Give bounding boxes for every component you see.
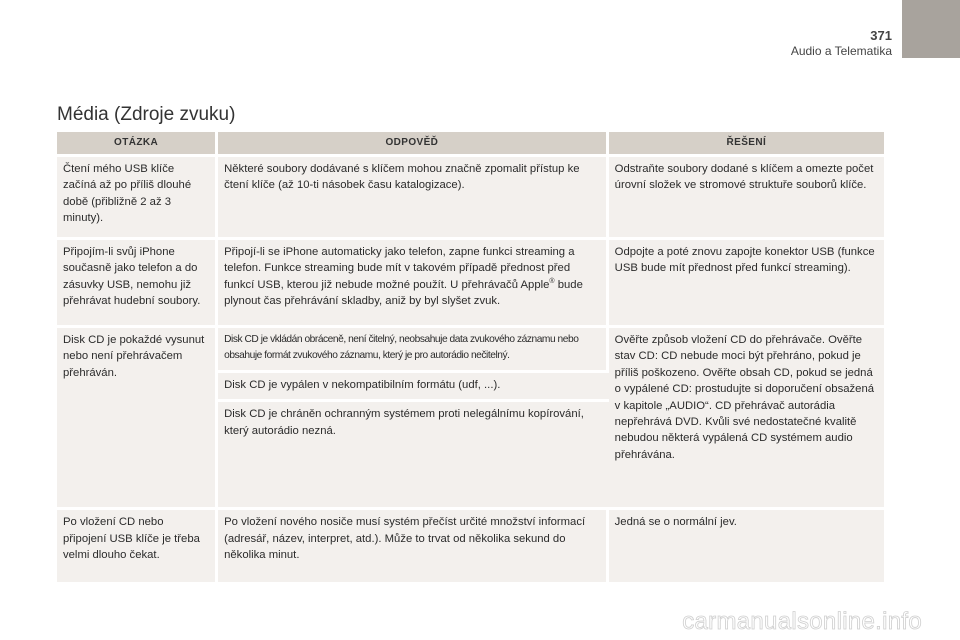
table-row bbox=[57, 507, 884, 582]
watermark: carmanualsonline.info bbox=[682, 608, 922, 635]
question-cell: Čtení mého USB klíče začíná až po příliš dlouhé době (přibližně 2 až 3 minuty). bbox=[57, 154, 218, 237]
answer-cell: Disk CD je vypálen v nekompatibilním formátu (udf, ...). bbox=[218, 370, 609, 399]
answer-cell: Disk CD je vkládán obráceně, není čitelný, neobsahuje data zvukového záznamu nebo obsahuje formát zvukového záznamu, který je pro autorádio nečitelný. bbox=[218, 325, 609, 370]
table-header-row bbox=[57, 132, 884, 154]
question-cell: Připojím-li svůj iPhone současně jako telefon a do zásuvky USB, nemohu již přehrávat hudební soubory. bbox=[57, 237, 218, 325]
answer-cell bbox=[218, 237, 609, 325]
answer-text: bude plynout čas přehrávání skladby, aniž by byl slyšet zvuk. bbox=[224, 278, 583, 308]
section-title: Audio a Telematika bbox=[790, 44, 892, 58]
column-header-solution: ŘEŠENÍ bbox=[609, 132, 884, 154]
question-cell: Disk CD je pokaždé vysunut nebo není přehrávačem přehráván. bbox=[57, 325, 218, 507]
answer-cell: Některé soubory dodávané s klíčem mohou značně zpomalit přístup ke čtení klíče (až 10-ti násobek času katalogizace). bbox=[218, 154, 609, 237]
page-number: 371 bbox=[870, 28, 892, 43]
answer-cell: Disk CD je chráněn ochranným systémem proti nelegálnímu kopírování, který autorádio nezná. bbox=[218, 399, 609, 507]
solution-cell: Jedná se o normální jev. bbox=[609, 507, 884, 582]
column-header-question: OTÁZKA bbox=[57, 132, 218, 154]
solution-cell: Odpojte a poté znovu zapojte konektor USB (funkce USB bude mít přednost před funkcí streaming). bbox=[609, 237, 884, 325]
answer-text: Připojí-li se iPhone automaticky jako telefon, zapne funkci streaming a telefon. Funkce streaming bude mít v takovém případě přednost před funkcí USB, kterou již nebude možné použít. U přehrávačů Apple bbox=[224, 246, 575, 291]
table-row bbox=[57, 154, 884, 237]
solution-cell: Odstraňte soubory dodané s klíčem a omezte počet úrovní složek ve stromové struktuře souborů klíče. bbox=[609, 154, 884, 237]
faq-table bbox=[57, 132, 884, 582]
solution-cell: Ověřte způsob vložení CD do přehrávače. Ověřte stav CD: CD nebude moci být přehráno, pokud je příliš poškozeno. Ověřte obsah CD, pokud se jedná o vypálené CD: prostudujte si doporučení obsažená v kapitole „AUDIO“. CD přehrávač autorádia nepřehrává DVD. Kvůli své nedostatečné kvalitě nebudou některá vypálená CD systémem audio přehrávána. bbox=[609, 325, 884, 507]
table-row bbox=[57, 237, 884, 325]
answer-cell: Po vložení nového nosiče musí systém přečíst určité množství informací (adresář, název, interpret, atd.). Může to trvat od několika sekund do několika minut. bbox=[218, 507, 609, 582]
question-cell: Po vložení CD nebo připojení USB klíče je třeba velmi dlouho čekat. bbox=[57, 507, 218, 582]
registered-mark: ® bbox=[549, 278, 555, 286]
corner-tab bbox=[902, 0, 960, 58]
table-row bbox=[57, 325, 884, 370]
page-title: Média (Zdroje zvuku) bbox=[57, 104, 236, 125]
column-header-answer: ODPOVĚĎ bbox=[218, 132, 609, 154]
